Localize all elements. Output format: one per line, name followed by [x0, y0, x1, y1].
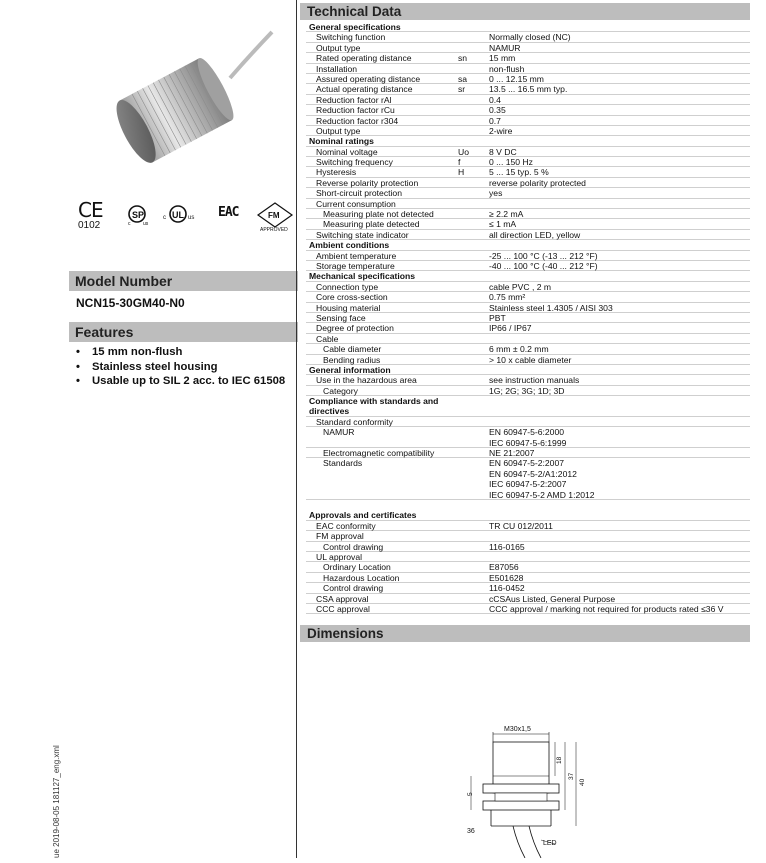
row-label: Standards: [323, 458, 363, 469]
table-row: [306, 167, 750, 177]
table-row: [306, 32, 750, 42]
row-value: IEC 60947-5-2:2007: [489, 479, 567, 490]
table-row: [306, 583, 750, 593]
table-row: [306, 427, 750, 448]
row-value: -25 ... 100 °C (-13 ... 212 °F): [489, 250, 598, 261]
table-row: [306, 53, 750, 63]
row-label: Cable diameter: [323, 344, 382, 355]
row-label: Output type: [316, 125, 361, 136]
table-spacer: [306, 500, 750, 510]
row-label: Current consumption: [316, 198, 396, 209]
row-label: Bending radius: [323, 354, 381, 365]
row-label: General specifications: [309, 22, 401, 32]
row-label: Reverse polarity protection: [316, 177, 419, 188]
row-label: Storage temperature: [316, 260, 395, 271]
row-value: yes: [489, 188, 503, 199]
table-row: [306, 386, 750, 396]
led-label: LED: [543, 840, 557, 847]
table-row: [306, 521, 750, 531]
table-row: [306, 531, 750, 541]
row-symbol: H: [458, 167, 465, 178]
table-row: [306, 594, 750, 604]
row-label: Measuring plate detected: [323, 219, 420, 230]
row-value: reverse polarity protected: [489, 177, 586, 188]
row-value: 13.5 ... 16.5 mm typ.: [489, 84, 568, 95]
table-row: [306, 209, 750, 219]
row-label: CSA approval: [316, 593, 369, 604]
row-value: 15 mm: [489, 53, 516, 64]
ul-icon: [163, 204, 199, 231]
table-row: [306, 417, 750, 427]
row-value: Normally closed (NC): [489, 32, 571, 43]
row-label: Control drawing: [323, 583, 384, 594]
row-value: NAMUR: [489, 42, 521, 53]
row-symbol: sa: [458, 73, 468, 84]
features-list: [76, 345, 285, 389]
row-value: CCC approval / marking not required for products rated ≤36 V: [489, 603, 724, 614]
row-label: Switching function: [316, 32, 386, 43]
table-row: [306, 604, 750, 614]
row-value-list: [489, 427, 566, 448]
row-value: 0 ... 150 Hz: [489, 157, 533, 168]
fm-icon: [255, 202, 295, 237]
svg-text:40: 40: [579, 778, 586, 786]
svg-text:us: us: [143, 221, 149, 226]
row-label: Hysteresis: [316, 167, 357, 178]
table-row: [306, 375, 750, 385]
table-row: [306, 147, 750, 157]
dimensions-heading: Dimensions: [300, 625, 750, 642]
svg-text:SP: SP: [132, 210, 145, 220]
table-group-heading: [306, 510, 750, 520]
technical-data-table: [306, 22, 750, 614]
ce-icon: CE: [78, 198, 103, 222]
thread-label: M30x1,5: [504, 726, 531, 733]
feature-item: • Usable up to SIL 2 acc. to IEC 61508: [76, 374, 285, 389]
row-value: all direction LED, yellow: [489, 229, 581, 240]
row-label: Nominal ratings: [309, 136, 374, 147]
row-value: EN 60947-5-2:2007: [489, 458, 565, 469]
row-value: 0.7: [489, 115, 501, 126]
row-value: EN 60947-5-2/A1:2012: [489, 468, 577, 479]
table-row: [306, 552, 750, 562]
row-value: non-flush: [489, 63, 525, 74]
row-value: EN 60947-5-6:2000: [489, 427, 565, 438]
row-value: see instruction manuals: [489, 375, 580, 386]
table-row: [306, 188, 750, 198]
row-value: ≤ 1 mA: [489, 219, 517, 230]
table-row: [306, 292, 750, 302]
row-value: ≥ 2.2 mA: [489, 209, 524, 220]
svg-text:us: us: [188, 215, 195, 221]
table-group-heading: [306, 240, 750, 250]
table-group-heading: [306, 136, 750, 146]
svg-text:36: 36: [467, 828, 475, 835]
table-group-heading: [306, 365, 750, 375]
svg-text:APPROVED: APPROVED: [260, 227, 288, 232]
row-label: Short-circuit protection: [316, 188, 402, 199]
table-group-heading: [306, 271, 750, 281]
row-symbol: sn: [458, 53, 468, 64]
row-label: Degree of protection: [316, 323, 394, 334]
table-row: [306, 303, 750, 313]
row-value: > 10 x cable diameter: [489, 354, 572, 365]
row-value: 116-0165: [489, 541, 525, 552]
row-value: 8 V DC: [489, 146, 517, 157]
technical-data-heading: Technical Data: [300, 3, 750, 20]
table-group-heading: [306, 22, 750, 32]
row-label: Compliance with standards and directives: [309, 396, 439, 417]
row-value: PBT: [489, 312, 506, 323]
table-row: [306, 344, 750, 354]
row-value: Stainless steel 1.4305 / AISI 303: [489, 302, 613, 313]
table-row: [306, 230, 750, 240]
table-row: [306, 251, 750, 261]
table-row: [306, 95, 750, 105]
row-label: Core cross-section: [316, 292, 388, 303]
svg-text:FM: FM: [268, 211, 280, 220]
table-row: [306, 199, 750, 209]
row-label: Connection type: [316, 281, 379, 292]
row-value: 0.4: [489, 94, 501, 105]
table-row: [306, 105, 750, 115]
row-label: Standard conformity: [316, 416, 393, 427]
row-value: 6 mm ± 0.2 mm: [489, 344, 549, 355]
table-row: [306, 64, 750, 74]
svg-text:UL: UL: [172, 210, 184, 220]
row-value: E87056: [489, 562, 519, 573]
row-label: Housing material: [316, 302, 381, 313]
svg-text:5: 5: [467, 792, 474, 796]
row-value: E501628: [489, 572, 524, 583]
table-row: [306, 313, 750, 323]
row-label: Measuring plate not detected: [323, 209, 434, 220]
model-number-heading: Model Number: [69, 271, 298, 291]
svg-text:c: c: [128, 221, 131, 226]
row-label: Approvals and certificates: [309, 510, 417, 521]
ce-number: 0102: [78, 220, 101, 231]
csa-icon: [126, 204, 152, 231]
svg-text:37: 37: [568, 772, 575, 780]
table-row: [306, 334, 750, 344]
row-value: 0.35: [489, 105, 506, 116]
row-label: Nominal voltage: [316, 146, 378, 157]
vertical-footer-text: ue 2019-08-05 181127_eng.xml: [52, 745, 61, 858]
table-row: [306, 323, 750, 333]
dimension-drawing: [455, 718, 605, 858]
row-value: 0.75 mm²: [489, 292, 526, 303]
product-image: [80, 20, 280, 180]
row-symbol: Uo: [458, 146, 469, 157]
table-row: [306, 219, 750, 229]
row-value: IP66 / IP67: [489, 323, 532, 334]
eac-icon: EAC: [218, 205, 239, 220]
model-number: NCN15-30GM40-N0: [76, 296, 185, 310]
table-row: [306, 448, 750, 458]
feature-item: • 15 mm non-flush: [76, 345, 285, 360]
row-label: Switching state indicator: [316, 229, 409, 240]
table-row: [306, 43, 750, 53]
row-label: Ordinary Location: [323, 562, 391, 573]
row-value-list: [489, 458, 595, 500]
row-symbol: sr: [458, 84, 466, 95]
table-row: [306, 116, 750, 126]
row-label: Actual operating distance: [316, 84, 413, 95]
table-row: [306, 74, 750, 84]
row-label: Control drawing: [323, 541, 384, 552]
table-row: [306, 126, 750, 136]
table-row: [306, 157, 750, 167]
feature-item: • Stainless steel housing: [76, 360, 285, 375]
row-label: Switching frequency: [316, 157, 393, 168]
table-row: [306, 178, 750, 188]
table-row: [306, 261, 750, 271]
column-divider: [296, 0, 297, 858]
row-label: Ambient temperature: [316, 250, 397, 261]
row-label: FM approval: [316, 531, 364, 542]
row-label: NAMUR: [323, 427, 355, 438]
row-value: NE 21:2007: [489, 448, 535, 459]
row-value: cable PVC , 2 m: [489, 281, 552, 292]
row-value: cCSAus Listed, General Purpose: [489, 593, 616, 604]
row-label: Installation: [316, 63, 358, 74]
table-row: [306, 355, 750, 365]
row-value: 5 ... 15 typ. 5 %: [489, 167, 549, 178]
row-label: CCC approval: [316, 603, 370, 614]
row-label: Assured operating distance: [316, 73, 421, 84]
table-group-heading: [306, 396, 750, 417]
row-value: TR CU 012/2011: [489, 520, 553, 531]
table-row: [306, 282, 750, 292]
row-label: UL approval: [316, 551, 363, 562]
row-label: General information: [309, 364, 391, 375]
svg-text:18: 18: [556, 756, 563, 764]
row-value: IEC 60947-5-6:1999: [489, 437, 567, 448]
row-label: Reduction factor rAl: [316, 94, 392, 105]
row-value: -40 ... 100 °C (-40 ... 212 °F): [489, 260, 598, 271]
svg-text:c: c: [163, 215, 166, 221]
row-value: 116-0452: [489, 583, 525, 594]
row-label: Reduction factor r304: [316, 115, 399, 126]
row-label: Output type: [316, 42, 361, 53]
row-value: IEC 60947-5-2 AMD 1:2012: [489, 489, 595, 500]
table-row: [306, 458, 750, 500]
row-label: Reduction factor rCu: [316, 105, 395, 116]
row-value: 1G; 2G; 3G; 1D; 3D: [489, 385, 565, 396]
ce-mark: [78, 200, 108, 231]
row-label: Use in the hazardous area: [316, 375, 417, 386]
row-label: Ambient conditions: [309, 240, 390, 251]
table-row: [306, 573, 750, 583]
features-heading: Features: [69, 322, 298, 342]
row-symbol: f: [458, 157, 461, 168]
row-value: 2-wire: [489, 125, 513, 136]
row-label: Sensing face: [316, 312, 366, 323]
row-label: Hazardous Location: [323, 572, 400, 583]
table-row: [306, 84, 750, 94]
row-label: Cable: [316, 333, 339, 344]
row-label: Electromagnetic compatibility: [323, 448, 435, 459]
row-label: Mechanical specifications: [309, 271, 416, 282]
row-label: Category: [323, 385, 358, 396]
table-row: [306, 562, 750, 572]
table-row: [306, 542, 750, 552]
row-label: EAC conformity: [316, 520, 376, 531]
row-label: Rated operating distance: [316, 53, 412, 64]
row-value: 0 ... 12.15 mm: [489, 73, 544, 84]
